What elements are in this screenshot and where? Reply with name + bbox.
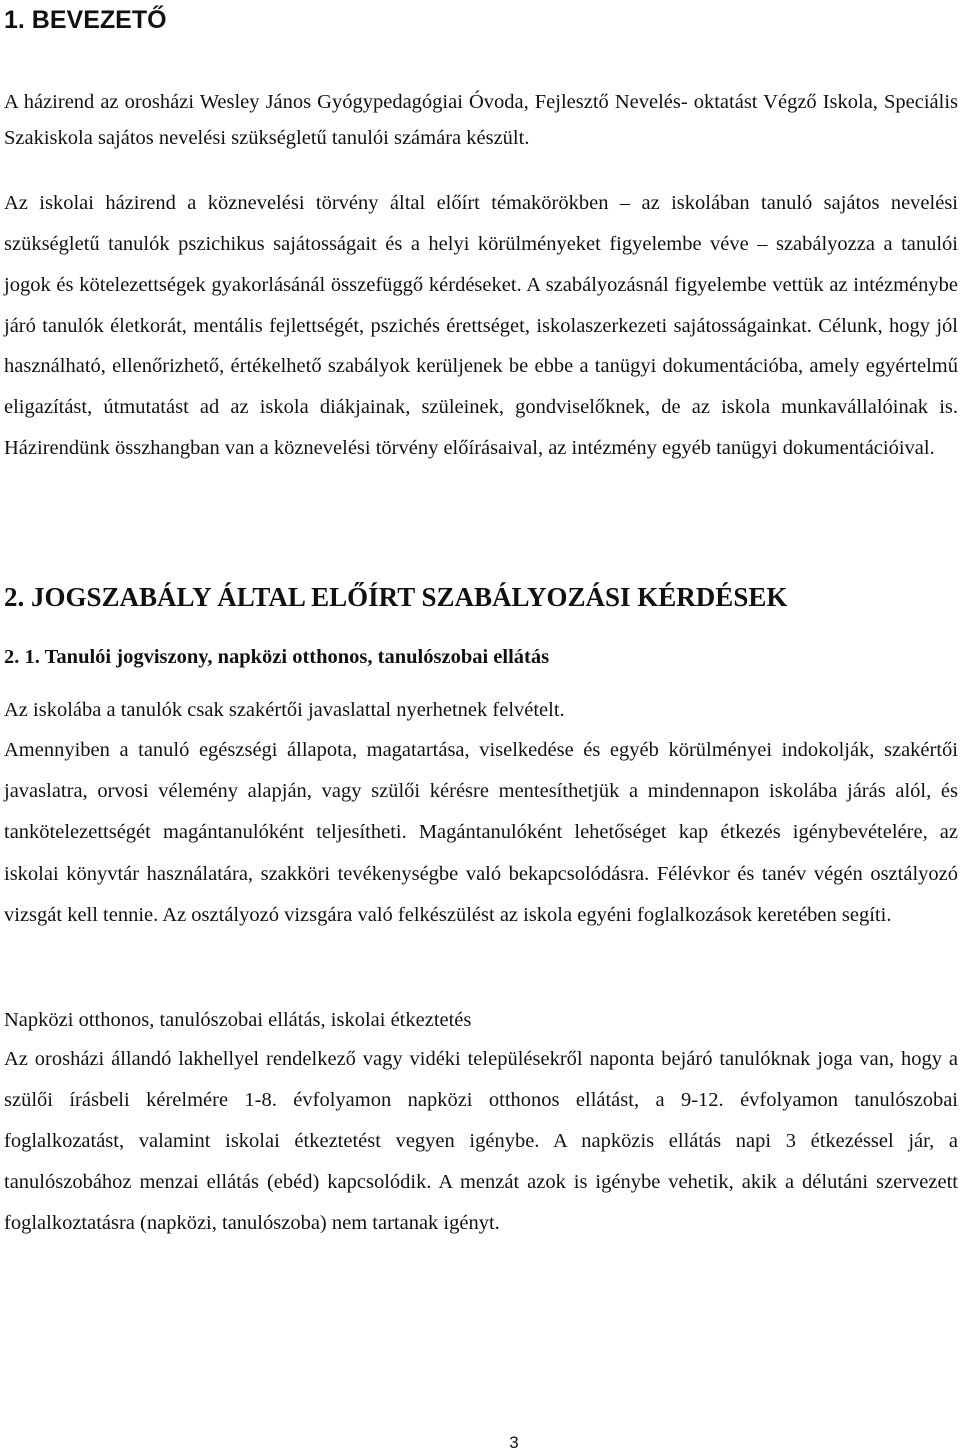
house-rules-paragraph: Az iskolai házirend a köznevelési törvény által előírt témakörökben – az iskolában tanuló sajátos nevelési szükségletű tanulók pszichikus sajátosságait és a helyi körülményeket figyelembe véve – szabályozza a tanulói jogok és kötelezettségek gyakorlásánál összefüggő kérdéseket. A szabályozásnál figyelembe vettük az intézménybe járó tanulók életkorát, mentális fejlettségét, pszichés érettséget, iskolaszerkezeti sajátosságainkat. Célunk, hogy jól használható, ellenőrizhető, értékelhető szabályok kerüljenek be ebbe a tanügyi dokumentációba, amely egyértelmű eligazítást, útmutatást ad az iskola diákjainak, szüleinek, gondviselőknek, de az iskola munkavállalóinak is. Házirendünk összhangban van a köznevelési törvény előírásaival, az intézmény egyéb tanügyi dokumentációival. bbox=[4, 192, 958, 460]
private-student-paragraph: Amennyiben a tanuló egészségi állapota, magatartása, viselkedése és egyéb körülményei indokolják, szakértői javaslatra, orvosi vélemény alapján, vagy szülői kérésre mentesíthetjük a mindennapon iskolába járás alól, és tankötelezettségét magántanulóként teljesítheti. Magántanulóként lehetőséget kap étkezés igénybevételére, az iskolai könyvtár használatára, szakköri tevékenységbe való bekapcsolódásra. Félévkor és tanév végén osztályozó vizsgát kell tennie. Az osztályozó vizsgára való felkészülést az iskola egyéni foglalkozások keretében segíti. bbox=[4, 739, 958, 926]
napkozi-paragraph: Az orosházi állandó lakhellyel rendelkező vagy vidéki településekről naponta bejáró tanulóknak joga van, hogy a szülői írásbeli kérelmére 1-8. évfolyamon napközi otthonos ellátást, a 9-12. évfolyamon tanulószobai foglalkozatást, valamint iskolai étkeztetést vegyen igénybe. A napközis ellátás napi 3 étkezéssel jár, a tanulószobához menzai ellátás (ebéd) kapcsolódik. A menzát azok is igénybe vehetik, akik a délutáni szervezett foglalkoztatásra (napközi, tanulószoba) nem tartanak igényt. bbox=[4, 1048, 958, 1235]
page-number: 3 bbox=[509, 1433, 519, 1452]
intro-paragraph: A házirend az orosházi Wesley János Gyógypedagógiai Óvoda, Fejlesztő Nevelés- oktatást Végző Iskola, Speciális Szakiskola sajátos nevelési szükségletű tanulói számára készült. bbox=[4, 91, 958, 149]
section-heading-jogszabaly: 2. JOGSZABÁLY ÁLTAL ELŐÍRT SZABÁLYOZÁSI KÉRDÉSEK bbox=[4, 582, 788, 612]
subheading-napkozi: Napközi otthonos, tanulószobai ellátás, iskolai étkeztetés bbox=[4, 1009, 472, 1031]
admission-paragraph: Az iskolába a tanulók csak szakértői javaslattal nyerhetnek felvételt. bbox=[4, 699, 565, 721]
section-heading-bevezeto: 1. BEVEZETŐ bbox=[4, 6, 167, 34]
subsection-heading-2-1: 2. 1. Tanulói jogviszony, napközi otthonos, tanulószobai ellátás bbox=[4, 646, 550, 668]
